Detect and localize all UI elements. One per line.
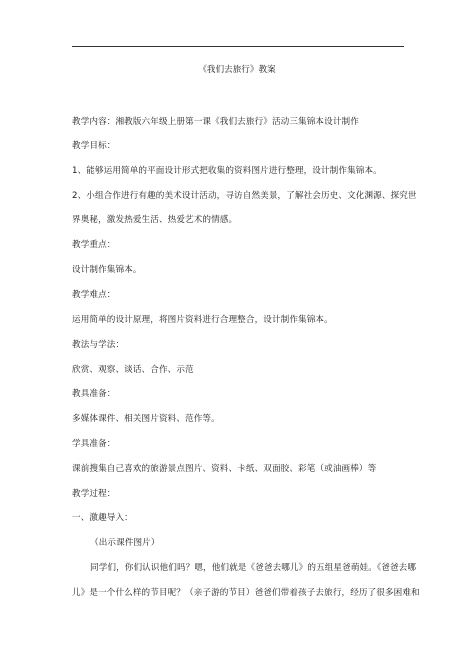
intro-paragraph-line-1: 同学们，你们认识他们吗？嗯，他们就是《爸爸去哪儿》的五组星爸萌娃。《爸爸去哪 bbox=[90, 563, 417, 573]
show-courseware-note: （出示课件图片） bbox=[90, 538, 160, 548]
key-points-text: 设计制作集锦本。 bbox=[72, 265, 142, 275]
student-materials-text: 课前搜集自己喜欢的旅游景点图片、资料、卡纸、双面胶、彩笔（或油画棒）等 bbox=[72, 464, 377, 474]
difficulties-text: 运用简单的设计原理，将图片资料进行合理整合，设计制作集锦本。 bbox=[72, 315, 333, 325]
document-title: 《我们去旅行》教案 bbox=[198, 65, 276, 75]
section-heading-process: 教学过程： bbox=[72, 489, 116, 499]
teaching-aids-text: 多媒体课件、相关图片资料、范作等。 bbox=[72, 414, 220, 424]
header-rule bbox=[72, 46, 404, 47]
intro-paragraph-line-2: 儿》是一个什么样的节目呢？（亲子游的节目）爸爸们带着孩子去旅行，经历了很多困难和 bbox=[72, 588, 420, 598]
process-step-1-heading: 一、激趣导入： bbox=[72, 513, 133, 523]
section-heading-teaching-aids: 教具准备： bbox=[72, 389, 116, 399]
objective-2-line-2: 界奥秘，激发热爱生活、热爱艺术的情感。 bbox=[72, 215, 238, 225]
section-heading-objectives: 教学目标： bbox=[72, 141, 116, 151]
objective-2-line-1: 2、小组合作进行有趣的美术设计活动，寻访自然美景，了解社会历史、文化渊源、探究世 bbox=[72, 191, 417, 201]
section-heading-key-points: 教学重点： bbox=[72, 240, 116, 250]
objective-1: 1、能够运用简单的平面设计形式把收集的资料图片进行整理，设计制作集锦本。 bbox=[72, 166, 382, 176]
section-heading-student-materials: 学具准备： bbox=[72, 439, 116, 449]
section-heading-difficulties: 教学难点： bbox=[72, 290, 116, 300]
methods-text: 欣赏、观察、谈话、合作、示范 bbox=[72, 365, 194, 375]
teaching-content-line: 教学内容：湘教版六年级上册第一课《我们去旅行》活动三集锦本设计制作 bbox=[72, 117, 359, 127]
section-heading-methods: 教法与学法： bbox=[72, 340, 125, 350]
